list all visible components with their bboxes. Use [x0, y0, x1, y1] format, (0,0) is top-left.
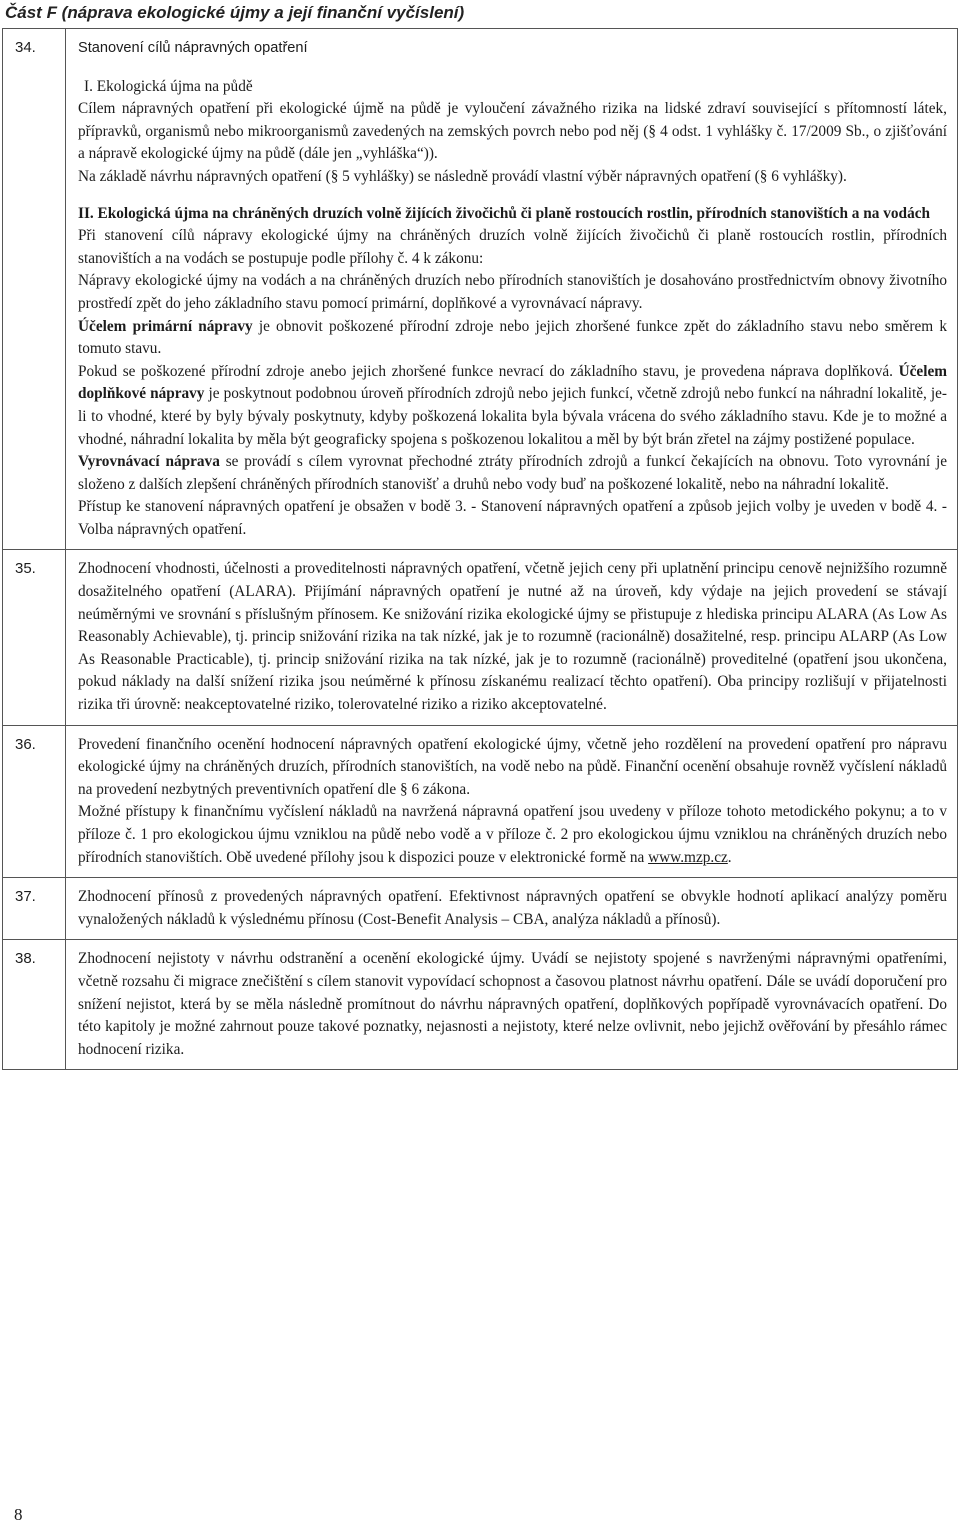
paragraph: Přístup ke stanovení nápravných opatření je obsažen v bodě 3. - Stanovení nápravných opatření a způsob jejich volby je uveden v bodě 4. - Volba nápravných opatření.: [78, 498, 947, 538]
paragraph: Zhodnocení vhodnosti, účelnosti a proveditelnosti nápravných opatření, včetně jejich ceny při uplatnění principu cenově nejnižšího rozumně dosažitelného opatření (ALARA). Přijímání nápravných opatření je nutné až na úroveň, kdy výdaje na jejich provedení se stávají neúměrnými ve srovnání s příslušným přínosem. Ke snižování rizika ekologické újmy se přistupuje z hlediska principu ALARA (As Low As Reasonably Achievable), tj. princip snižování rizika na tak nízké, jak je to rozumně (racionálně) dosažitelné, resp. principu ALARP (As Low As Reasonable Practicable), tj. princip snižování rizika na tak nízké, jak je to rozumně (racionálně) proveditelné (opatření jsou ukončena, pokud náklady na další snížení rizika jsou neúměrné k přínosu získanému realizací těchto opatření). Oba principy rozlišují v přijatelnosti rizika tři úrovně: neakceptovatelné riziko, tolerovatelné riziko a riziko akceptovatelné.: [78, 560, 947, 714]
subsection-heading: I. Ekologická újma na půdě: [84, 77, 253, 95]
paragraph: Možné přístupy k finančnímu vyčíslení nákladů na navržená nápravná opatření jsou uvedeny v příloze tohoto metodického pokynu; a to v příloze č. 1 pro ekologickou újmu vzniklou na půdě nebo vodě a v příloze č. 2 pro ekologickou újmu vzniklou na chráněných druzích nebo přírodních stanovištích. Obě uvedené přílohy jsou k dispozici pouze v elektronické formě na www.mzp.cz.: [78, 803, 947, 866]
item-content: [66, 940, 958, 1070]
item-row: [3, 29, 958, 550]
item-number: 36.: [3, 725, 66, 878]
section-title: Část F (náprava ekologické újmy a její finanční vyčíslení): [5, 3, 465, 22]
item-row: [3, 878, 958, 940]
paragraph: Vyrovnávací náprava se provádí s cílem vyrovnat přechodné ztráty přírodních zdrojů a funkcí čekajících na obnovu. Toto vyrovnání je složeno z dalších zlepšení chráněných přírodních stanovišť a druhů nebo vody buď na poškozené lokalitě, nebo na náhradní lokalitě.: [78, 453, 947, 493]
item-content: [66, 725, 958, 878]
item-number: 35.: [3, 550, 66, 725]
item-row: [3, 550, 958, 725]
paragraph: Cílem nápravných opatření při ekologické újmě na půdě je vyloučení závažného rizika na lidské zdraví související s přítomností látek, přípravků, organismů nebo mikroorganismů zavedených na zemských povrch nebo pod něj (§ 4 odst. 1 vyhlášky č. 17/2009 Sb., o zjišťování a nápravě ekologické újmy na půdě (dále jen „vyhláška“)).: [78, 100, 947, 163]
paragraph: Účelem primární nápravy je obnovit poškozené přírodní zdroje nebo jejich zhoršené funkce zpět do základního stavu nebo směrem k tomuto stavu.: [78, 317, 947, 358]
item-number: 34.: [3, 29, 66, 550]
item-content: [66, 550, 958, 725]
item-content: [66, 29, 958, 550]
item-content: [66, 878, 958, 940]
item-number: 37.: [3, 878, 66, 940]
bold-term: Účelem doplňkové nápravy: [78, 362, 947, 403]
items-table: [2, 28, 958, 1070]
item-title: Stanovení cílů nápravných opatření: [78, 40, 308, 56]
paragraph: Zhodnocení přínosů z provedených nápravných opatření. Efektivnost nápravných opatření se obvykle hodnotí aplikací analýzy poměru vynaložených nákladů k výslednému přínosu (Cost-Benefit Analysis – CBA, analýza nákladů a přínosů).: [78, 888, 947, 928]
paragraph: Při stanovení cílů nápravy ekologické újmy na chráněných druzích volně žijících živočichů či planě rostoucích rostlin, přírodních stanovištích a na vodách se postupuje podle přílohy č. 4 k zákonu:: [78, 227, 947, 267]
paragraph: Zhodnocení nejistoty v návrhu odstranění a ocenění ekologické újmy. Uvádí se nejistoty spojené s navrženými nápravnými opatřeními, včetně rozsahu či migrace znečištění s cílem stanovit vypovídací schopnost a časovou platnost návrhu opatření. Dále se uvádí doporučení pro snížení nejistot, která by se měla následně promítnout do návrhu nápravných opatření, doplňkových popřípadě vyrovnávacích opatření. Do této kapitoly je možné zahrnout pouze takové poznatky, nejasnosti a nejistoty, které nelze ovlivnit, nebo jejichž ověřování by přesáhlo rámec hodnocení rizika.: [78, 950, 947, 1058]
bold-term: Vyrovnávací náprava: [78, 453, 220, 471]
paragraph: Na základě návrhu nápravných opatření (§ 5 vyhlášky) se následně provádí vlastní výběr nápravných opatření (§ 6 vyhlášky).: [78, 167, 847, 185]
paragraph: Provedení finančního ocenění hodnocení nápravných opatření ekologické újmy, včetně jeho rozdělení na provedení opatření pro nápravu ekologické újmy na chráněných druzích, přírodních stanovištích, na vodě nebo na půdě. Finanční ocenění obsahuje rovněž vyčíslení nákladů na provedení nezbytných preventivních opatření dle § 6 zákona.: [78, 735, 947, 798]
mzp-link[interactable]: www.mzp.cz: [648, 848, 728, 866]
page-number: 8: [14, 1505, 23, 1524]
paragraph: Nápravy ekologické újmy na vodách a na chráněných druzích nebo přírodních stanovištích je dosahováno prostřednictvím obnovy životního prostředí zpět do jeho základního stavu pomocí primární, doplňkové a vyrovnávací nápravy.: [78, 272, 947, 312]
subsection-heading: II. Ekologická újma na chráněných druzích volně žijících živočichů či planě rostoucích rostlin, přírodních stanovištích a na vodách: [78, 204, 931, 222]
item-number: 38.: [3, 940, 66, 1070]
item-row: [3, 940, 958, 1070]
bold-term: Účelem primární nápravy: [78, 317, 253, 335]
item-row: [3, 725, 958, 878]
paragraph: Pokud se poškozené přírodní zdroje anebo jejich zhoršené funkce nevrací do základního stavu, je provedena náprava doplňková. Účelem doplňkové nápravy je poskytnout podobnou úroveň přírodních zdrojů nebo jejich funkcí, včetně zdrojů nebo funkcí na náhradní lokalitě, je-li to vhodné, které by byly bývaly poskytnuty, kdyby poškozená lokalita byla bývala vrácena do svého základního stavu. Kde je to možné a vhodné, náhradní lokalita by měla být geograficky spojena s poškozenou lokalitou a měl by být brán zřetel na zájmy postižené populace.: [78, 362, 947, 448]
